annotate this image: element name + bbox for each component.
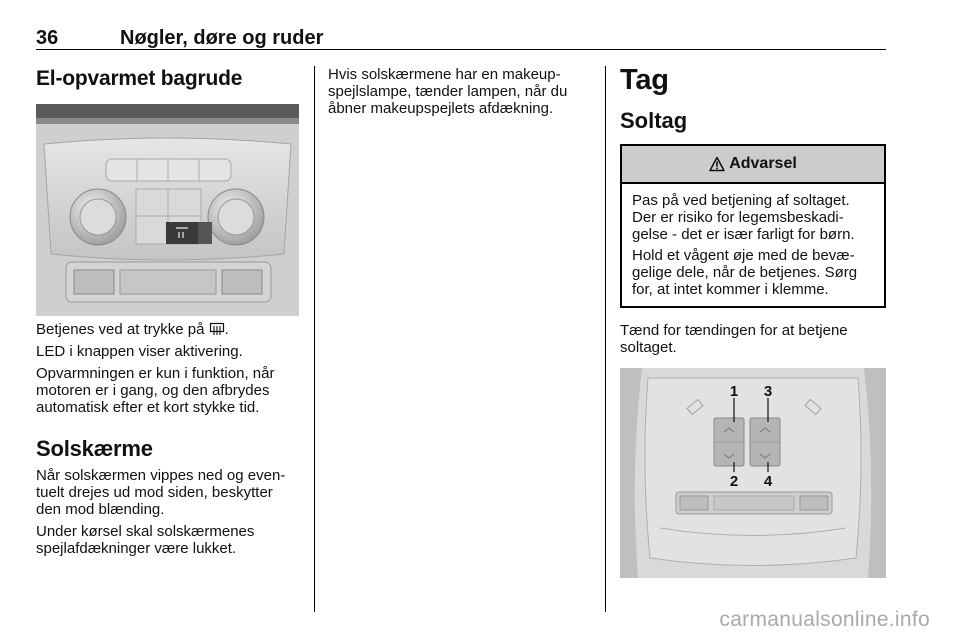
- section-heading: El-opvarmet bagrude: [36, 67, 243, 90]
- page-number: 36: [36, 27, 59, 49]
- callout-label: 1: [729, 383, 739, 400]
- warning-box: [620, 144, 886, 308]
- operate-text: Betjenes ved at trykke på: [36, 321, 205, 338]
- chapter-title: Nøgler, døre og ruder: [120, 27, 324, 49]
- climate-panel-illustration: [36, 104, 299, 316]
- paragraph: Betjenes ved at trykke på .: [36, 321, 229, 338]
- warning-triangle-icon: [709, 156, 725, 172]
- section-heading: Tag: [620, 64, 669, 96]
- paragraph: Hvis solskærmene har en makeup-spejlslampe, tænder lampen, når du åbner makeupspejlets afdækning.: [328, 66, 568, 117]
- paragraph: Pas på ved betjening af soltaget. Der er risiko for legemsbeskadi-gelse - det er især farligt for børn.: [632, 192, 855, 243]
- paragraph: Tænd for tændingen for at betjene soltaget.: [620, 322, 848, 356]
- section-heading: Solskærme: [36, 436, 153, 461]
- paragraph: LED i knappen viser aktivering.: [36, 343, 243, 360]
- warning-title: Advarsel: [729, 155, 797, 172]
- warning-body: [622, 184, 884, 306]
- warning-header: [622, 146, 884, 184]
- page-header: [36, 24, 886, 50]
- sunroof-switch-figure: [620, 368, 886, 578]
- subsection-heading: Soltag: [620, 108, 688, 133]
- rear-window-defogger-figure: [36, 104, 299, 316]
- column-left: [36, 66, 299, 557]
- watermark: carmanualsonline.info: [719, 608, 930, 631]
- paragraph: Under kørsel skal solskærmenes spejlafdækninger være lukket.: [36, 523, 255, 557]
- paragraph: Opvarmningen er kun i funktion, når motoren er i gang, og den afbrydes automatisk efter et kort stykke tid.: [36, 365, 275, 416]
- column-right: [620, 66, 886, 578]
- column-middle: [328, 66, 590, 117]
- callout-label: 2: [729, 473, 739, 490]
- callout-label: 3: [763, 383, 773, 400]
- rear-defogger-icon: [209, 322, 225, 336]
- callout-label: 4: [763, 473, 773, 490]
- sunroof-switch-illustration: [620, 368, 886, 578]
- column-divider: [605, 66, 606, 612]
- column-divider: [314, 66, 315, 612]
- paragraph: Når solskærmen vippes ned og even-tuelt drejes ud mod siden, beskytter den mod blænding.: [36, 467, 286, 518]
- paragraph: Hold et vågent øje med de bevæ-gelige dele, når de betjenes. Sørg for, at intet kommer i klemme.: [632, 247, 858, 298]
